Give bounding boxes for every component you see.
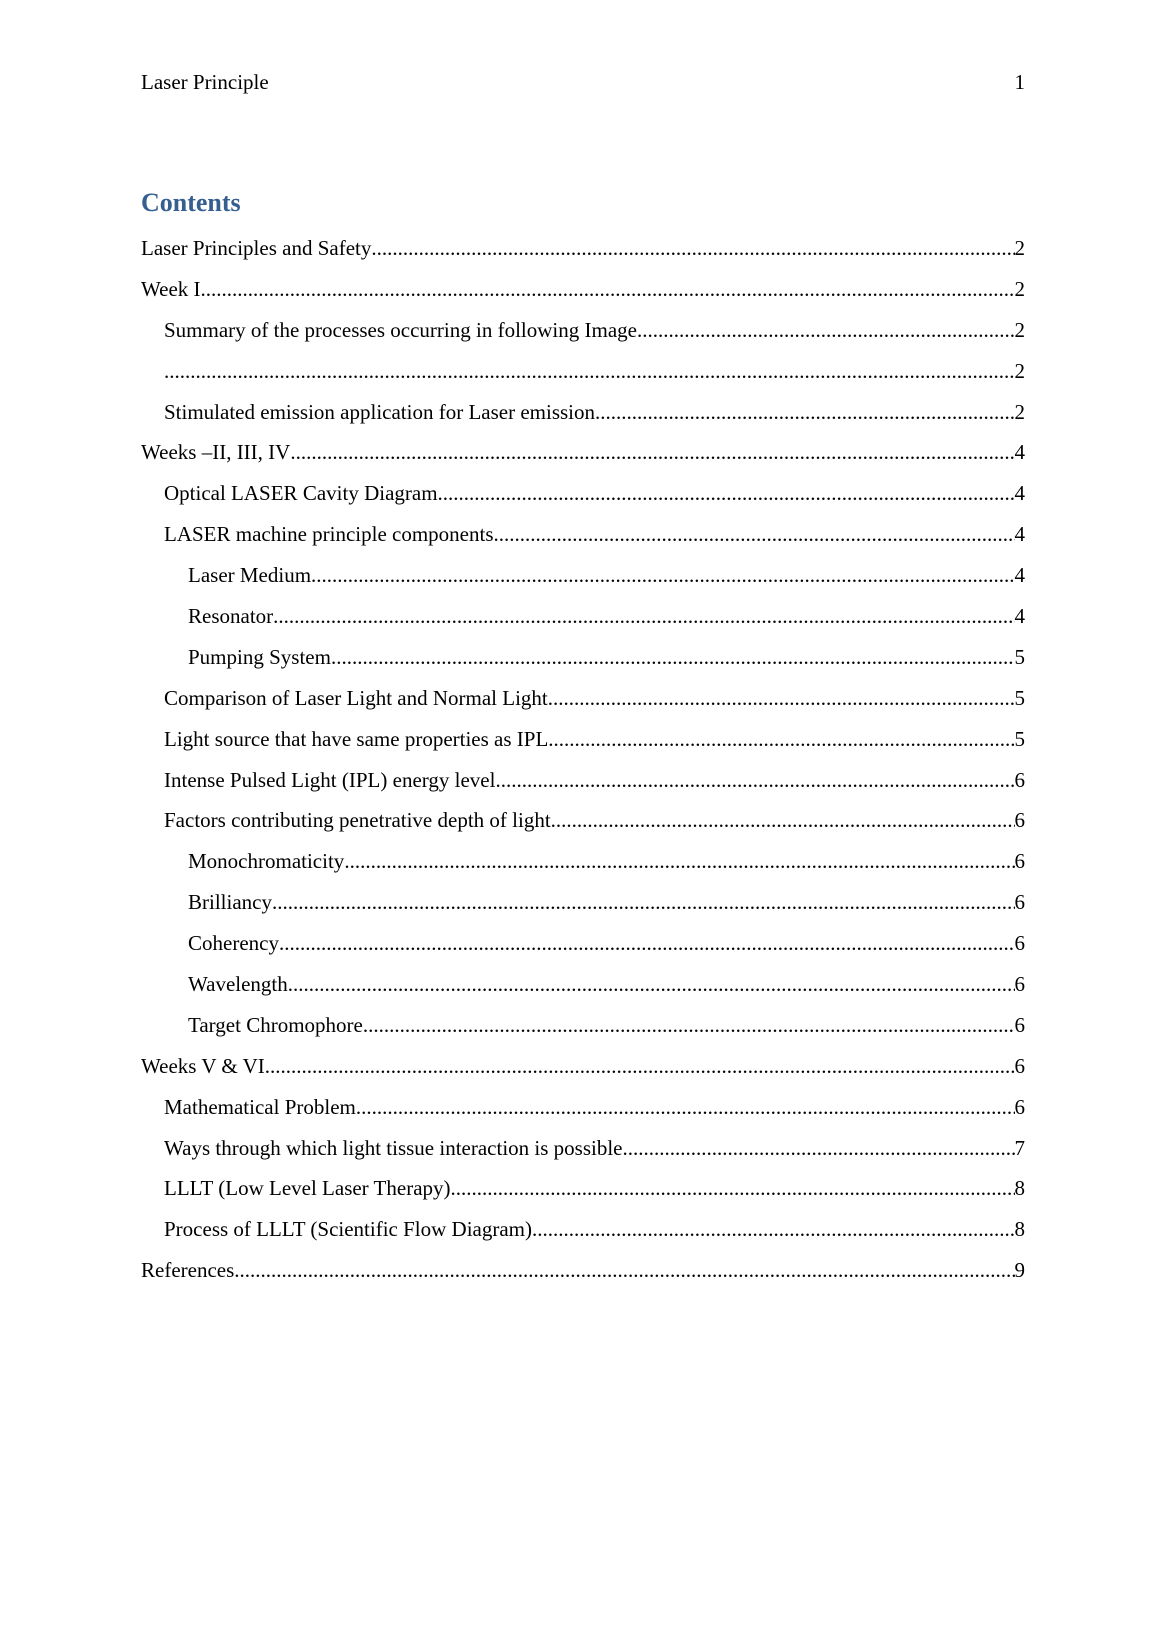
toc-entry[interactable] xyxy=(141,435,1025,476)
running-header xyxy=(141,67,1025,97)
toc-entry[interactable] xyxy=(141,1212,1025,1253)
toc-entry-page-number: 4 xyxy=(1014,481,1025,506)
toc-entry-page-number: 6 xyxy=(1014,849,1025,874)
toc-entry-text: Wavelength xyxy=(188,972,288,997)
dot-leader xyxy=(548,681,1015,715)
dot-leader xyxy=(595,395,1014,429)
dot-leader xyxy=(623,1131,1015,1165)
dot-leader xyxy=(344,844,1014,878)
toc-entry-page-number: 8 xyxy=(1014,1176,1025,1201)
toc-entry[interactable] xyxy=(141,1253,1025,1294)
toc-entry[interactable] xyxy=(141,885,1025,926)
toc-entry-text: Optical LASER Cavity Diagram xyxy=(164,481,438,506)
toc-entry-page-number: 6 xyxy=(1014,767,1025,792)
toc-entry[interactable] xyxy=(141,599,1025,640)
toc-entry-text: Summary of the processes occurring in following Image xyxy=(164,317,637,342)
toc-entry-text: Laser Medium xyxy=(188,563,312,588)
dot-leader xyxy=(371,231,1014,265)
toc-entry-page-number: 6 xyxy=(1014,931,1025,956)
dot-leader xyxy=(356,1090,1015,1124)
toc-entry-text: Light source that have same properties as IPL xyxy=(164,726,549,751)
toc-entry-text: Target Chromophore xyxy=(188,1012,363,1037)
toc-entry[interactable] xyxy=(141,1171,1025,1212)
toc-entry[interactable] xyxy=(141,763,1025,804)
toc-entry[interactable] xyxy=(141,844,1025,885)
toc-entry-page-number: 2 xyxy=(1014,358,1025,383)
dot-leader xyxy=(451,1171,1015,1205)
toc-entry[interactable] xyxy=(141,1131,1025,1172)
toc-entry-text: Mathematical Problem xyxy=(164,1094,356,1119)
toc-entry-page-number: 2 xyxy=(1014,317,1025,342)
toc-entry-text: Coherency xyxy=(188,931,279,956)
dot-leader xyxy=(201,272,1015,306)
toc-entry-page-number: 6 xyxy=(1014,972,1025,997)
toc-entry-text: Pumping System xyxy=(188,644,331,669)
dot-leader xyxy=(311,558,1014,592)
toc-entry-page-number: 6 xyxy=(1014,1053,1025,1078)
toc-entry-text: Brilliancy xyxy=(188,890,272,915)
dot-leader xyxy=(279,926,1015,960)
toc-entry-page-number: 5 xyxy=(1014,644,1025,669)
toc-entry[interactable] xyxy=(141,926,1025,967)
dot-leader xyxy=(273,599,1014,633)
toc-entry[interactable] xyxy=(141,681,1025,722)
toc-entry-page-number: 6 xyxy=(1014,1094,1025,1119)
toc-entry-page-number: 2 xyxy=(1014,236,1025,260)
toc-entry[interactable] xyxy=(141,803,1025,844)
dot-leader xyxy=(288,967,1015,1001)
dot-leader xyxy=(290,435,1014,469)
toc-entry[interactable] xyxy=(141,558,1025,599)
dot-leader xyxy=(494,517,1015,551)
toc-entry[interactable] xyxy=(141,517,1025,558)
dot-leader xyxy=(272,885,1015,919)
toc-entry-text: Ways through which light tissue interaction is possible xyxy=(164,1135,623,1160)
dot-leader xyxy=(234,1253,1014,1287)
toc-entry[interactable] xyxy=(141,395,1025,436)
toc-entry-page-number: 8 xyxy=(1014,1217,1025,1242)
dot-leader xyxy=(532,1212,1014,1246)
toc-entry-page-number: 4 xyxy=(1014,563,1025,588)
header-title: Laser Principle xyxy=(141,70,269,94)
dot-leader xyxy=(637,313,1015,347)
toc-entry[interactable] xyxy=(141,272,1025,313)
toc-entry[interactable] xyxy=(141,640,1025,681)
dot-leader xyxy=(265,1049,1015,1083)
toc-entry-text: Factors contributing penetrative depth of light xyxy=(164,808,551,833)
dot-leader xyxy=(551,803,1015,837)
toc-entry-page-number: 9 xyxy=(1014,1258,1025,1283)
toc-entry-text: Monochromaticity xyxy=(188,849,345,874)
toc-entry-text: Process of LLLT (Scientific Flow Diagram) xyxy=(164,1217,533,1242)
toc-entry-text: Weeks –II, III, IV xyxy=(141,440,291,465)
toc-entry-page-number: 6 xyxy=(1014,1012,1025,1037)
toc-entry-page-number: 2 xyxy=(1014,276,1025,301)
dot-leader xyxy=(495,763,1014,797)
toc-entry-page-number: 4 xyxy=(1014,522,1025,547)
dot-leader xyxy=(438,476,1015,510)
toc-entry[interactable] xyxy=(141,967,1025,1008)
toc-entry[interactable] xyxy=(141,1090,1025,1131)
toc-entry-text: Resonator xyxy=(188,604,274,629)
toc-entry-page-number: 7 xyxy=(1014,1135,1025,1160)
toc-entry-text: LLLT (Low Level Laser Therapy) xyxy=(164,1176,451,1201)
toc-entry-text: Stimulated emission application for Laser emission xyxy=(164,399,596,424)
toc-entry[interactable] xyxy=(141,354,1025,395)
toc-entry-page-number: 2 xyxy=(1014,399,1025,424)
dot-leader xyxy=(548,722,1014,756)
toc-entry-text: Weeks V & VI xyxy=(141,1053,265,1078)
toc-entry-text: Week I xyxy=(141,276,201,301)
toc-entry-text: LASER machine principle components xyxy=(164,522,494,547)
toc-entry-page-number: 5 xyxy=(1014,685,1025,710)
toc-entry-page-number: 6 xyxy=(1014,890,1025,915)
toc-entry-text: Comparison of Laser Light and Normal Light xyxy=(164,685,548,710)
toc-entry-page-number: 6 xyxy=(1014,808,1025,833)
toc-entry-text: Laser Principles and Safety xyxy=(141,236,372,260)
header-page-number: 1 xyxy=(1014,70,1025,94)
toc-entry-text: References xyxy=(141,1258,235,1283)
toc-entry[interactable] xyxy=(141,476,1025,517)
toc-heading: Contents xyxy=(141,188,241,217)
toc-entry[interactable] xyxy=(141,313,1025,354)
toc-entry-page-number: 5 xyxy=(1014,726,1025,751)
toc-entry-text: Intense Pulsed Light (IPL) energy level xyxy=(164,767,496,792)
toc-entry[interactable] xyxy=(141,722,1025,763)
dot-leader xyxy=(363,1008,1015,1042)
toc-entry[interactable] xyxy=(141,1008,1025,1049)
toc-entry-page-number: 4 xyxy=(1014,604,1025,629)
toc-entry-page-number: 4 xyxy=(1014,440,1025,465)
dot-leader xyxy=(331,640,1015,674)
toc-entry[interactable] xyxy=(141,1049,1025,1090)
dot-leader xyxy=(164,354,1015,388)
table-of-contents xyxy=(141,231,1025,1294)
toc-entry[interactable] xyxy=(141,231,1025,272)
